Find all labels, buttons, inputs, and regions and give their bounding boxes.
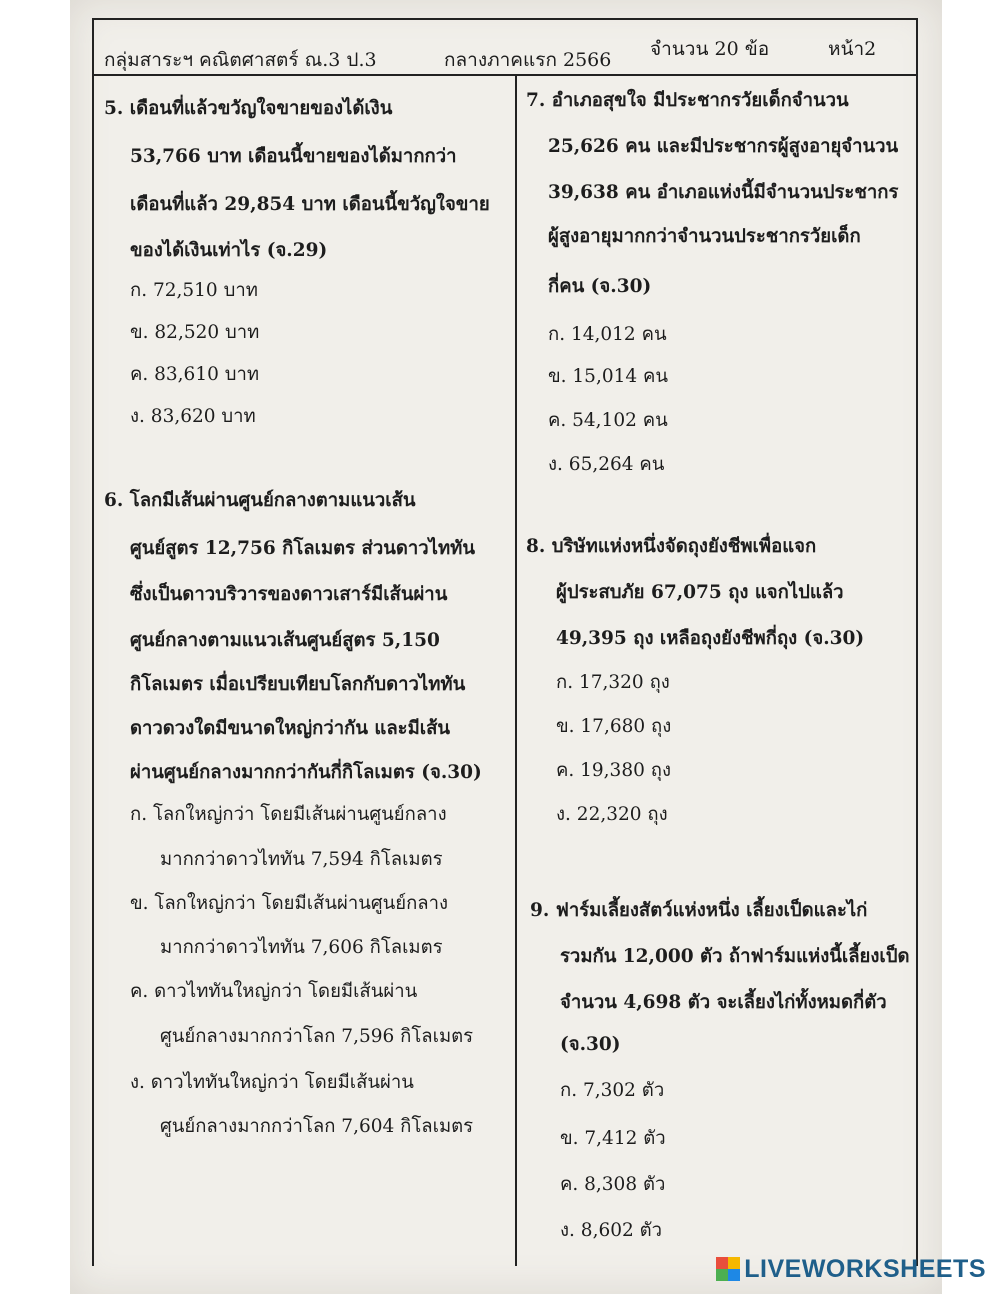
q8-choice-d[interactable]: ง. 22,320 ถุง [556, 804, 668, 825]
header-page: หน้า2 [828, 38, 877, 60]
q9-choice-c[interactable]: ค. 8,308 ตัว [560, 1174, 666, 1195]
q5-choice-b[interactable]: ข. 82,520 บาท [130, 322, 260, 343]
logo-square-blue [728, 1269, 740, 1281]
q6-choice-c[interactable]: ค. ดาวไททันใหญ่กว่า โดยมีเส้นผ่าน [130, 981, 418, 1002]
q7-choice-d[interactable]: ง. 65,264 คน [548, 454, 665, 475]
q5-line-1: 5. เดือนที่แล้วขวัญใจขายของได้เงิน [104, 98, 393, 119]
q7-line-1: 7. อำเภอสุขใจ มีประชากรวัยเด็กจำนวน [526, 90, 849, 111]
q6-line-6: ดาวดวงใดมีขนาดใหญ่กว่ากัน และมีเส้น [130, 718, 451, 739]
q8-choice-a[interactable]: ก. 17,320 ถุง [556, 672, 670, 693]
liveworksheets-watermark[interactable] [716, 1256, 986, 1282]
q5-line-4: ของได้เงินเท่าไร (จ.29) [130, 240, 328, 261]
q8-choice-b[interactable]: ข. 17,680 ถุง [556, 716, 672, 737]
q8-line-1: 8. บริษัทแห่งหนึ่งจัดถุงยังชีพเพื่อแจก [526, 536, 817, 557]
q5-line-3: เดือนที่แล้ว 29,854 บาท เดือนนี้ขวัญใจขาย [130, 194, 490, 215]
q7-line-5: กี่คน (จ.30) [548, 276, 652, 297]
q6-choice-c-cont: ศูนย์กลางมากกว่าโลก 7,596 กิโลเมตร [160, 1026, 474, 1047]
q7-line-3: 39,638 คน อำเภอแห่งนี้มีจำนวนประชากร [548, 182, 899, 203]
q5-choice-d[interactable]: ง. 83,620 บาท [130, 406, 256, 427]
q6-choice-b[interactable]: ข. โลกใหญ่กว่า โดยมีเส้นผ่านศูนย์กลาง [130, 893, 449, 914]
q9-line-3: จำนวน 4,698 ตัว จะเลี้ยงไก่ทั้งหมดกี่ตัว [560, 992, 887, 1013]
q6-choice-a-cont: มากกว่าดาวไททัน 7,594 กิโลเมตร [160, 849, 443, 870]
logo-square-red [716, 1257, 728, 1269]
q6-line-5: กิโลเมตร เมื่อเปรียบเทียบโลกกับดาวไททัน [130, 674, 466, 695]
q6-line-3: ซึ่งเป็นดาวบริวารของดาวเสาร์มีเส้นผ่าน [130, 584, 448, 605]
q6-choice-d-cont: ศูนย์กลางมากกว่าโลก 7,604 กิโลเมตร [160, 1116, 474, 1137]
logo-square-green [716, 1269, 728, 1281]
q7-line-2: 25,626 คน และมีประชากรผู้สูงอายุจำนวน [548, 136, 899, 157]
q7-choice-b[interactable]: ข. 15,014 คน [548, 366, 669, 387]
q9-choice-d[interactable]: ง. 8,602 ตัว [560, 1220, 663, 1241]
q6-choice-b-cont: มากกว่าดาวไททัน 7,606 กิโลเมตร [160, 937, 443, 958]
q7-choice-c[interactable]: ค. 54,102 คน [548, 410, 668, 431]
q9-choice-b[interactable]: ข. 7,412 ตัว [560, 1128, 666, 1149]
column-divider [515, 76, 517, 1266]
q6-line-1: 6. โลกมีเส้นผ่านศูนย์กลางตามแนวเส้น [104, 490, 416, 511]
q6-choice-a[interactable]: ก. โลกใหญ่กว่า โดยมีเส้นผ่านศูนย์กลาง [130, 804, 447, 825]
logo-square-yellow [728, 1257, 740, 1269]
q5-choice-a[interactable]: ก. 72,510 บาท [130, 280, 258, 301]
q5-choice-c[interactable]: ค. 83,610 บาท [130, 364, 260, 385]
q6-line-4: ศูนย์กลางตามแนวเส้นศูนย์สูตร 5,150 [130, 630, 440, 651]
q6-line-7: ผ่านศูนย์กลางมากกว่ากันกี่กิโลเมตร (จ.30) [130, 762, 482, 783]
page-header [92, 18, 918, 76]
header-subject: กลุ่มสาระฯ คณิตศาสตร์ ณ.3 ป.3 [104, 49, 377, 71]
q6-line-2: ศูนย์สูตร 12,756 กิโลเมตร ส่วนดาวไททัน [130, 538, 475, 559]
q8-line-3: 49,395 ถุง เหลือถุงยังชีพกี่ถุง (จ.30) [556, 628, 865, 649]
q7-choice-a[interactable]: ก. 14,012 คน [548, 324, 667, 345]
q9-line-2: รวมกัน 12,000 ตัว ถ้าฟาร์มแห่งนี้เลี้ยงเป็ด [560, 946, 910, 967]
q8-choice-c[interactable]: ค. 19,380 ถุง [556, 760, 671, 781]
q5-line-2: 53,766 บาท เดือนนี้ขายของได้มากกว่า [130, 146, 457, 167]
watermark-text: LIVEWORKSHEETS [744, 1254, 986, 1283]
q9-line-1: 9. ฟาร์มเลี้ยงสัตว์แห่งหนึ่ง เลี้ยงเป็ดและไก่ [530, 900, 868, 921]
header-count: จำนวน 20 ข้อ [650, 38, 770, 60]
q9-line-4: (จ.30) [560, 1034, 621, 1055]
q6-choice-d[interactable]: ง. ดาวไททันใหญ่กว่า โดยมีเส้นผ่าน [130, 1072, 414, 1093]
header-exam: กลางภาคแรก 2566 [444, 49, 612, 71]
q8-line-2: ผู้ประสบภัย 67,075 ถุง แจกไปแล้ว [556, 582, 844, 603]
liveworksheets-logo-icon [716, 1257, 740, 1281]
q9-choice-a[interactable]: ก. 7,302 ตัว [560, 1080, 665, 1101]
q7-line-4: ผู้สูงอายุมากกว่าจำนวนประชากรวัยเด็ก [548, 226, 861, 247]
